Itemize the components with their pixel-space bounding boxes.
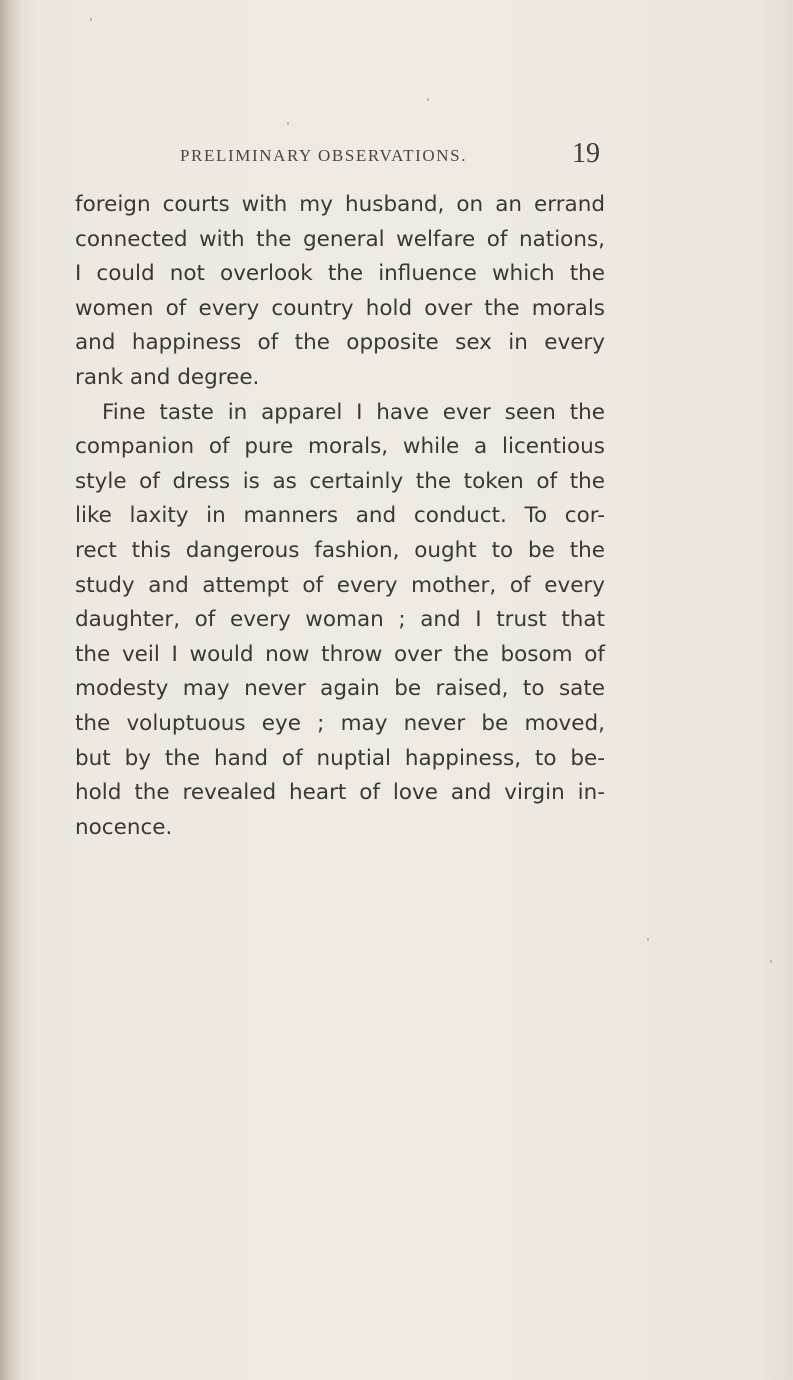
text-line: but by the hand of nuptial happiness, to be- (75, 745, 605, 771)
body-text (75, 188, 605, 845)
paper-speck (287, 122, 289, 125)
text-line: hold the revealed heart of love and virgin in- (75, 780, 605, 806)
text-line: style of dress is as certainly the token of the (75, 468, 605, 494)
text-line: the voluptuous eye ; may never be moved, (75, 710, 605, 736)
page-number: 19 (572, 138, 600, 169)
text-line: and happiness of the opposite sex in every (75, 330, 605, 356)
page-gutter-shadow (0, 0, 22, 1380)
text-line: daughter, of every woman ; and I trust that (75, 607, 605, 633)
text-line: connected with the general welfare of nations, (75, 226, 605, 252)
text-line: rect this dangerous fashion, ought to be the (75, 537, 605, 563)
paper-speck (770, 960, 772, 963)
text-line-paragraph-start: Fine taste in apparel I have ever seen the (102, 399, 605, 425)
text-line: women of every country hold over the morals (75, 295, 605, 321)
paper-speck (427, 98, 429, 101)
text-line: like laxity in manners and conduct. To cor- (75, 503, 605, 529)
running-title: PRELIMINARY OBSERVATIONS. (180, 146, 468, 165)
text-line: companion of pure morals, while a licentious (75, 434, 605, 460)
text-line: study and attempt of every mother, of every (75, 572, 605, 598)
text-line-paragraph-end: nocence. (75, 814, 173, 840)
text-line-paragraph-end: rank and degree. (75, 364, 260, 390)
text-line: modesty may never again be raised, to sate (75, 676, 605, 702)
text-line: foreign courts with my husband, on an errand (75, 192, 605, 217)
text-line: the veil I would now throw over the bosom of (75, 641, 605, 667)
paper-speck (90, 18, 92, 21)
running-head (0, 140, 793, 176)
paper-speck (647, 938, 649, 941)
text-line: I could not overlook the influence which the (75, 261, 605, 287)
